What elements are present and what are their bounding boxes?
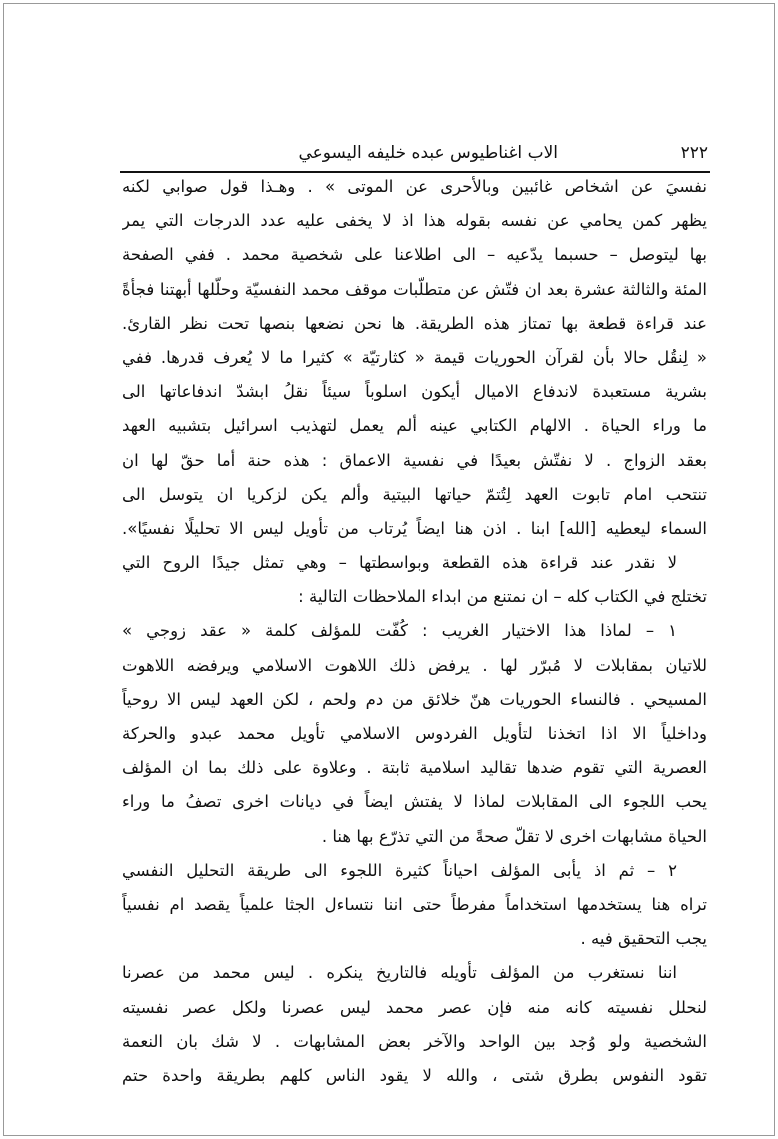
page-header: [120, 143, 708, 169]
text-line: عند قراءة قطعة بها تمتاز هذه الطريقة. ها نحن نضعها بنصها تحت نظر القارئ.: [122, 313, 707, 333]
text-line: وداخلياً الا اذا اتخذنا لتأويل الفردوس الاسلامي تأويل محمد عبدو والحركة: [122, 724, 707, 743]
text-line: الشخصية ولو وُجد بين الواحد والآخر بعض المشابهات . لا شك بان النعمة: [122, 1031, 707, 1051]
text-line: للاتيان بمقابلات لا مُبرّر لها . يرفض ذلك اللاهوت الاسلامي ويرفضه اللاهوت: [122, 655, 707, 675]
text-line: لا نقدر عند قراءة هذه القطعة وبواسطتها – وهي تمثل جيدًا الروح التي: [122, 553, 677, 573]
text-line: ما وراء الحياة . الالهام الكتابي عينه ألم يعمل لتهذيب اسرائيل بتشبيه العهد: [122, 416, 707, 436]
text-line: بشرية مستعبدة لاندفاع الاميال أيكون اسلوباً سيئاً نقلُ ابشدّ اندفاعاتها الى: [122, 382, 707, 402]
text-line: الحياة مشابهات اخرى لا تقلّ صحةً من التي تذرّع بها هنا .: [321, 826, 707, 846]
page-number: ٢٢٢: [680, 143, 708, 163]
text-line: ٢ – ثم اذ يأبى المؤلف احياناً كثيرة اللجوء الى طريقة التحليل النفسي: [122, 860, 677, 880]
text-line: يجب التحقيق فيه .: [580, 929, 707, 949]
text-line: المئة والثالثة عشرة بعد ان فتّش عن متطلّبات موقف محمد النفسيّة وحلّلها أبهتنا فجأةً: [122, 279, 707, 299]
text-line: تقود النفوس بطرق شتى ، والله لا يقود الناس كلهم بطريقة واحدة حتم: [122, 1065, 707, 1085]
running-title: الاب اغناطيوس عبده خليفه اليسوعي: [298, 143, 558, 163]
text-line: يحب اللجوء الى المقابلات لماذا لا يفتش ايضاً في ديانات اخرى تصفُ ما وراء: [122, 792, 707, 812]
text-line: تختلج في الكتاب كله – ان نمتنع من ابداء الملاحظات التالية :: [298, 587, 707, 607]
text-line: بعقد الزواج . لا نفتّش بعيدًا في نفسية الاعماق : هذه حنة أما حقّ لها ان: [122, 450, 707, 470]
text-line: اننا نستغرب من المؤلف تأويله فالتاريخ ينكره . ليس محمد من عصرنا: [122, 963, 677, 983]
text-line: لنحلل نفسيته كانه منه فإن عصر محمد ليس عصرنا ولكل عصر نفسيته: [122, 997, 707, 1017]
text-line: يظهر كمن يحامي عن نفسه بقوله هذا اذ لا يخفى عليه عدد الدرجات التي يمر: [122, 211, 707, 231]
text-line: بها ليتوصل – حسبما يدّعيه – الى اطلاعنا على شخصية محمد . ففي الصفحة: [122, 245, 707, 265]
text-line: ١ – لماذا هذا الاختيار الغريب : كُفّت للمؤلف كلمة « عقد زوجي »: [122, 621, 677, 641]
text-line: السماء ليعطيه [الله] ابنا . اذن هنا ايضاً يُرتاب من تأويل ليس الا تحليلًا نفسيًا».: [122, 518, 707, 538]
text-line: تراه هنا يستخدمها استخداماً مفرطاً حتى اننا نتساءل الجثا علمياً يقصد ام نفسياً: [122, 894, 707, 914]
text-line: تنتحب امام تابوت العهد لِتُتمّ حياتها البيتية وألم يكن لزكريا ان يتوسل الى: [122, 484, 707, 504]
text-line: المسيحي . فالنساء الحوريات هنّ خلائق من دم ولحم ، لكن العهد ليس الا روحياً: [122, 689, 707, 709]
text-line: نفسيَ عن اشخاص غائبين وبالأحرى عن الموتى » . وهـذا قول صوابي لكنه: [122, 177, 707, 196]
text-line: العصرية التي تقوم ضدها تقاليد اسلامية ثابتة . وعلاوة على ذلك بما ان المؤلف: [122, 758, 707, 778]
page-body: [122, 170, 707, 1093]
text-line: « لِنقُل حالا بأن لقرآن الحوريات قيمة « كثارتيّة » كثيرا ما لا يُعرف قدرها. ففي: [122, 347, 707, 367]
